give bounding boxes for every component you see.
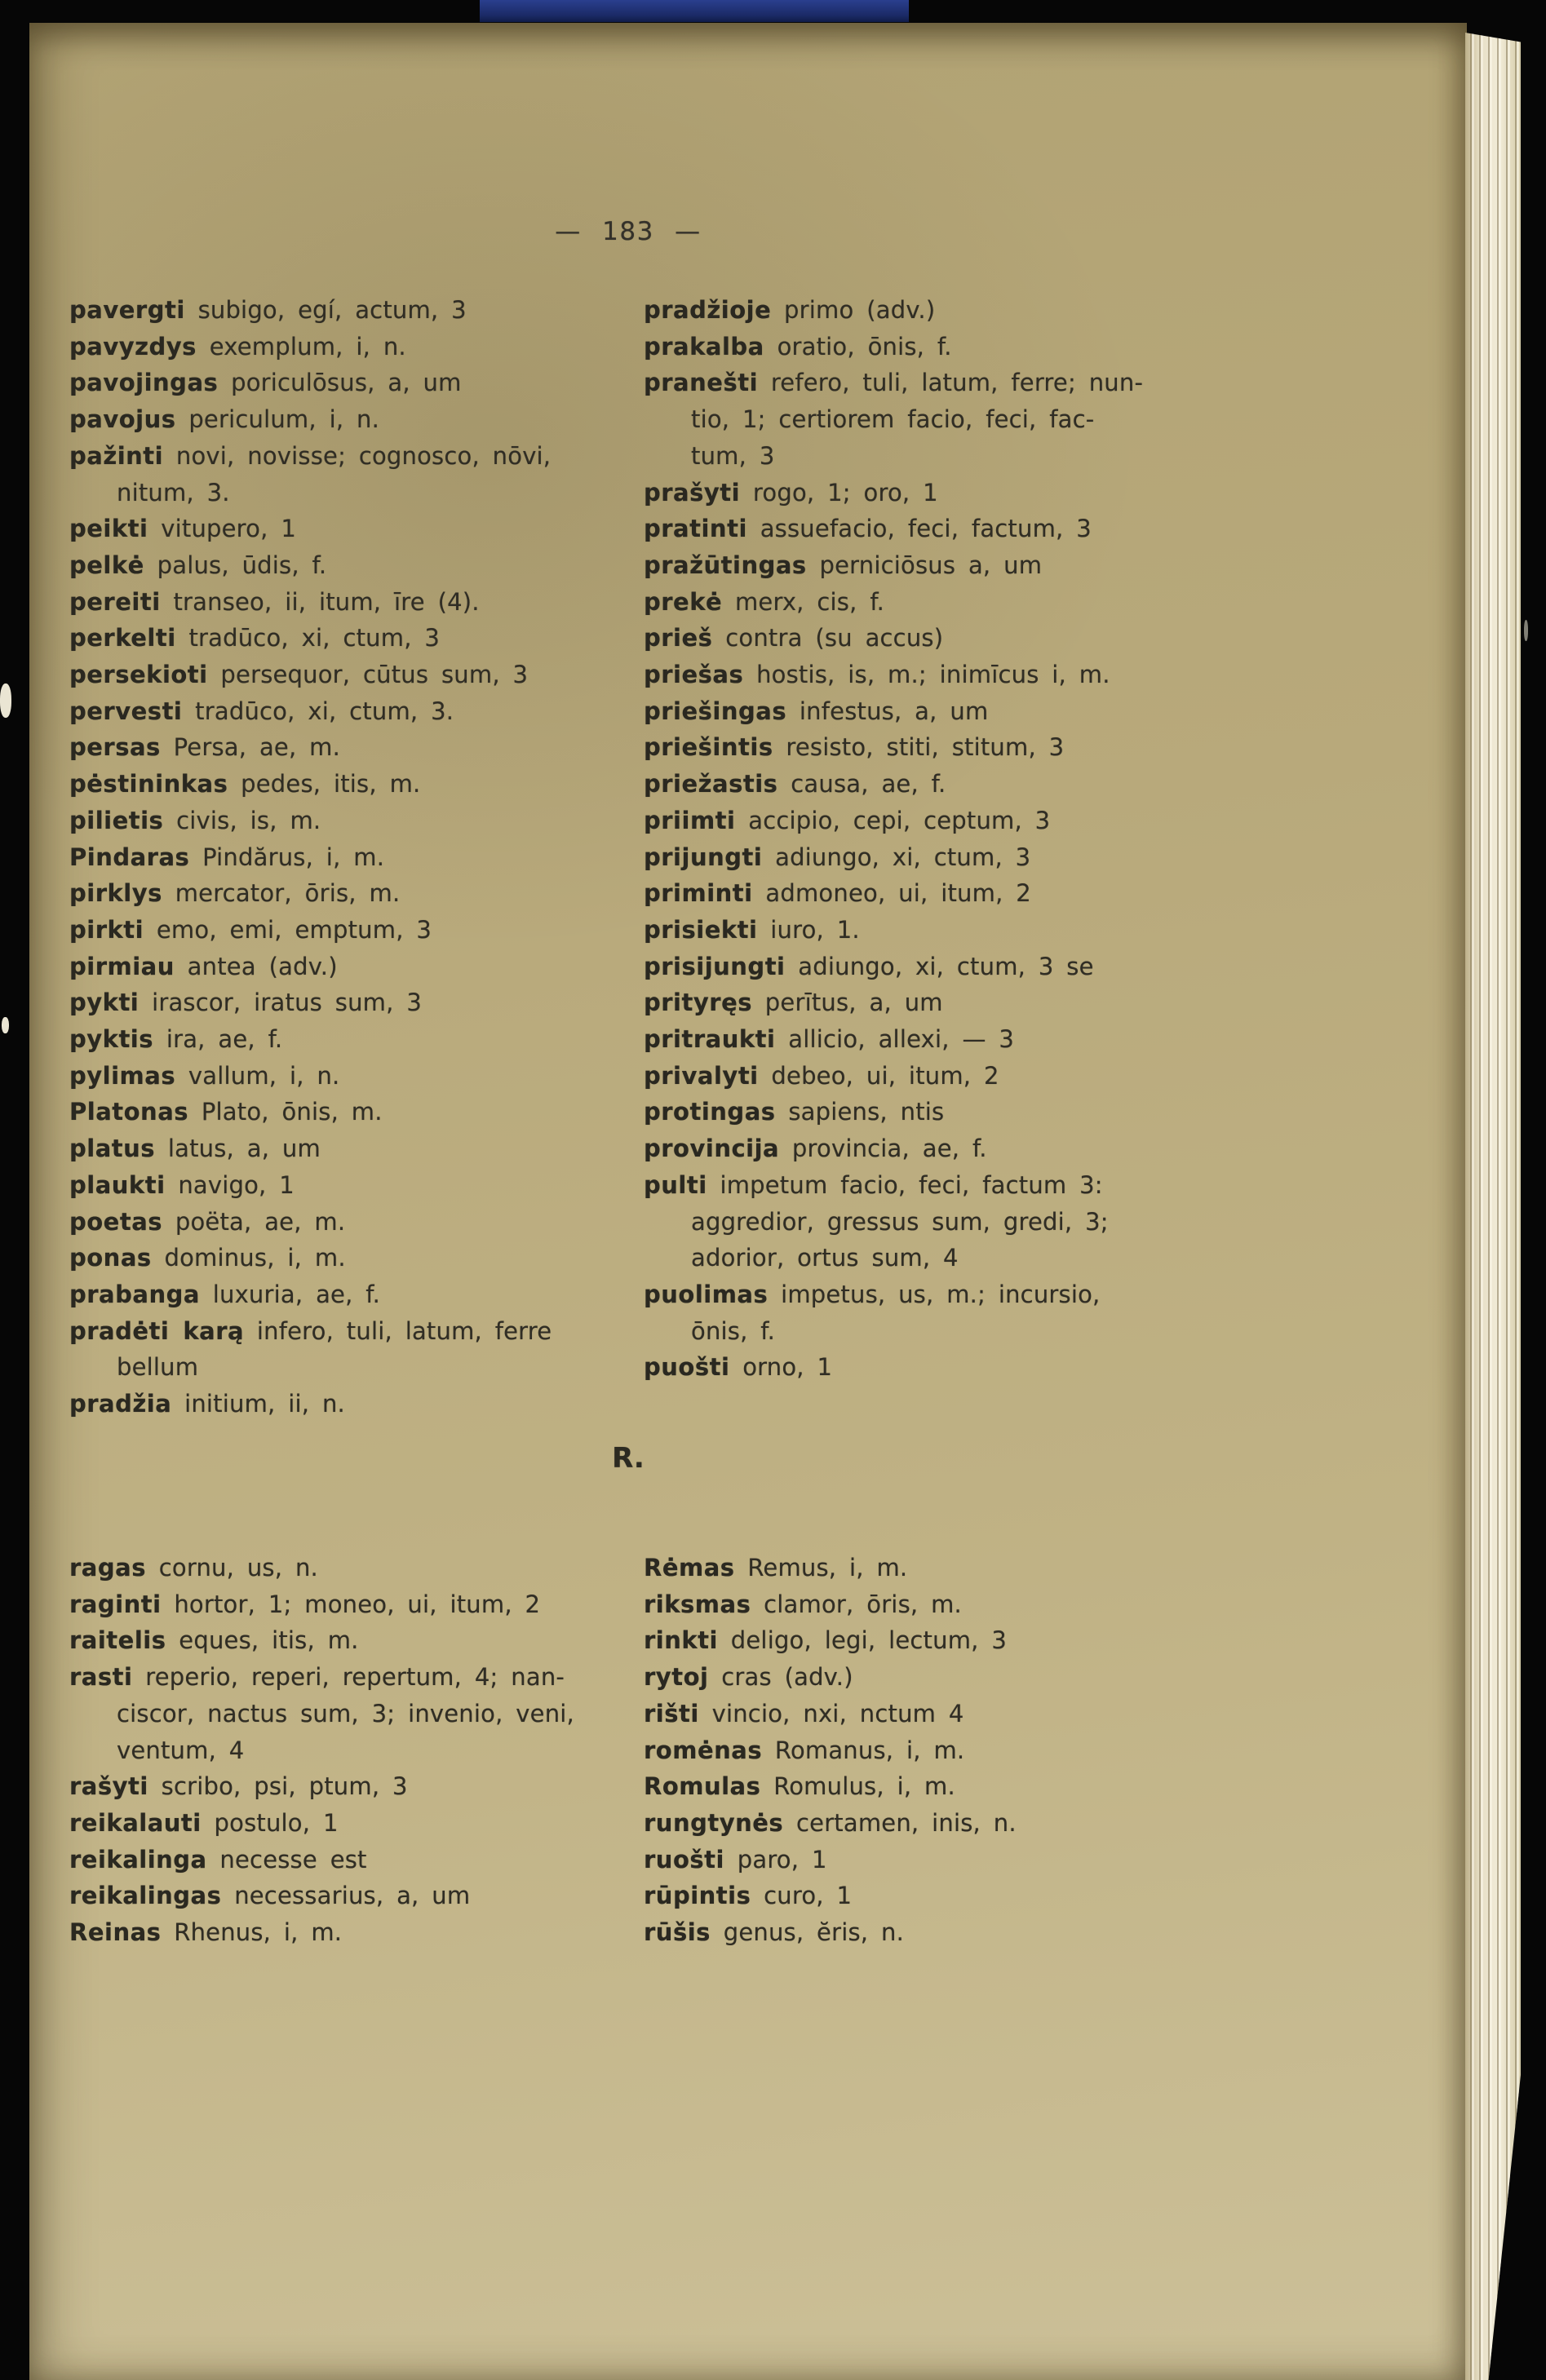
entry-headword: priimti <box>644 806 736 834</box>
entry-headword: pražūtingas <box>644 551 807 579</box>
entry-line: prijungti adiungo, xi, ctum, 3 <box>644 843 1031 871</box>
entry-line: rytoj cras (adv.) <box>644 1663 853 1692</box>
dictionary-entry <box>644 547 1192 584</box>
dictionary-entry <box>69 365 650 401</box>
dictionary-entry <box>69 693 650 730</box>
entry-headword: pritraukti <box>644 1025 776 1054</box>
dictionary-entry <box>69 1386 650 1422</box>
entry-line: pylimas vallum, i, n. <box>69 1061 340 1090</box>
entry-line: reikalinga necesse est <box>69 1845 367 1873</box>
dictionary-entry <box>644 1276 1192 1349</box>
entry-headword: priešingas <box>644 697 787 725</box>
entry-headword: platus <box>69 1135 156 1163</box>
entry-headword: rūpintis <box>644 1882 751 1910</box>
entry-headword: rytoj <box>644 1663 709 1692</box>
entry-headword: priežastis <box>644 770 778 798</box>
entry-headword: ragas <box>69 1554 146 1582</box>
entry-line: reikalauti postulo, 1 <box>69 1808 339 1837</box>
entry-headword: priešintis <box>644 733 773 762</box>
dictionary-entry <box>69 657 650 693</box>
entry-line: poetas poëta, ae, m. <box>69 1207 346 1236</box>
entry-line: rinkti deligo, legi, lectum, 3 <box>644 1626 1008 1655</box>
dictionary-column-top-left <box>69 292 650 1422</box>
entry-line: romėnas Romanus, i, m. <box>644 1736 965 1764</box>
dictionary-entry <box>644 1914 1192 1951</box>
dictionary-entry <box>644 584 1192 621</box>
entry-headword: rasti <box>69 1663 133 1692</box>
dictionary-entry <box>69 1768 650 1805</box>
entry-continuation-line: adorior, ortus sum, 4 <box>691 1244 959 1272</box>
section-header-letter-r: R. <box>612 1442 645 1475</box>
scan-artifact <box>0 683 11 718</box>
entry-line: puošti orno, 1 <box>644 1353 833 1382</box>
dictionary-entry <box>644 1058 1192 1095</box>
entry-line: ponas dominus, i, m. <box>69 1244 346 1272</box>
entry-headword: prisijungti <box>644 952 786 980</box>
dictionary-entry <box>69 438 650 511</box>
entry-line: pelkė palus, ūdis, f. <box>69 551 327 579</box>
dictionary-entry <box>69 1094 650 1130</box>
entry-line: provincija provincia, ae, f. <box>644 1135 987 1163</box>
entry-headword: Reinas <box>69 1918 162 1947</box>
dictionary-entry <box>69 1240 650 1276</box>
entry-line: pilietis civis, is, m. <box>69 806 321 834</box>
entry-headword: rinkti <box>644 1626 718 1655</box>
entry-headword: puolimas <box>644 1280 769 1308</box>
entry-line: pradžia initium, ii, n. <box>69 1390 345 1418</box>
dictionary-entry <box>69 839 650 876</box>
entry-continuation-line: ventum, 4 <box>117 1736 245 1764</box>
entry-line: pavyzdys exemplum, i, n. <box>69 332 406 361</box>
dictionary-entry <box>644 1349 1192 1386</box>
entry-line: pervesti tradūco, xi, ctum, 3. <box>69 697 454 725</box>
entry-line: riksmas clamor, ōris, m. <box>644 1590 962 1618</box>
entry-line: peikti vitupero, 1 <box>69 515 296 543</box>
entry-line: Pindaras Pindărus, i, m. <box>69 843 385 871</box>
dictionary-entry <box>644 949 1192 985</box>
dictionary-entry <box>644 1167 1192 1276</box>
dictionary-entry <box>644 1622 1192 1659</box>
entry-line: rūšis genus, ĕris, n. <box>644 1918 905 1947</box>
entry-line: Romulas Romulus, i, m. <box>644 1772 955 1801</box>
entry-headword: prieš <box>644 624 713 653</box>
entry-headword: rašyti <box>69 1772 148 1801</box>
entry-line: pranešti refero, tuli, latum, ferre; nun- <box>644 369 1144 397</box>
dictionary-entry <box>69 912 650 949</box>
entry-headword: privalyti <box>644 1061 759 1090</box>
entry-headword: pavojus <box>69 405 176 434</box>
dictionary-entry <box>69 1021 650 1058</box>
entry-line: prašyti rogo, 1; oro, 1 <box>644 478 938 507</box>
entry-line: prisijungti adiungo, xi, ctum, 3 se <box>644 952 1094 980</box>
dictionary-entry <box>644 1021 1192 1058</box>
entry-line: rūpintis curo, 1 <box>644 1882 853 1910</box>
entry-line: rungtynės certamen, inis, n. <box>644 1808 1017 1837</box>
entry-headword: rungtynės <box>644 1808 784 1837</box>
dictionary-entry <box>69 329 650 365</box>
entry-headword: pratinti <box>644 515 747 543</box>
entry-headword: ponas <box>69 1244 152 1272</box>
dictionary-entry <box>644 1696 1192 1732</box>
dictionary-entry <box>69 1878 650 1914</box>
page-edge-stack <box>1465 33 1521 2380</box>
entry-headword: persekioti <box>69 661 208 689</box>
entry-line: ragas cornu, us, n. <box>69 1554 318 1582</box>
entry-line: priimti accipio, cepi, ceptum, 3 <box>644 806 1051 834</box>
entry-continuation-line: ciscor, nactus sum, 3; invenio, veni, <box>117 1699 574 1727</box>
dictionary-entry <box>644 1659 1192 1696</box>
entry-line: pykti irascor, iratus sum, 3 <box>69 989 422 1017</box>
dictionary-entry <box>644 292 1192 329</box>
entry-headword: protingas <box>644 1098 776 1126</box>
entry-headword: pranešti <box>644 369 759 397</box>
entry-line: platus latus, a, um <box>69 1135 321 1163</box>
entry-line: priešas hostis, is, m.; inimīcus i, m. <box>644 661 1110 689</box>
entry-continuation-line: tum, 3 <box>691 441 775 470</box>
scan-background-blue-strip <box>480 0 909 22</box>
entry-line: pereiti transeo, ii, itum, īre (4). <box>69 587 480 616</box>
dictionary-entry <box>644 365 1192 474</box>
entry-headword: raginti <box>69 1590 162 1618</box>
book-page <box>29 23 1467 2380</box>
entry-line: Rėmas Remus, i, m. <box>644 1554 908 1582</box>
entry-line: pirklys mercator, ōris, m. <box>69 879 401 908</box>
dictionary-entry <box>644 1878 1192 1914</box>
dictionary-entry <box>644 875 1192 912</box>
entry-headword: Platonas <box>69 1098 189 1126</box>
entry-headword: prekė <box>644 587 723 616</box>
dictionary-entry <box>69 1313 650 1386</box>
entry-line: pradžioje primo (adv.) <box>644 296 936 324</box>
entry-continuation-line: ōnis, f. <box>691 1316 776 1345</box>
dictionary-entry <box>644 839 1192 876</box>
dictionary-entry <box>644 620 1192 657</box>
dictionary-entry <box>69 511 650 547</box>
entry-continuation-line: tio, 1; certiorem facio, feci, fac- <box>691 405 1095 434</box>
entry-line: ruošti paro, 1 <box>644 1845 827 1873</box>
entry-headword: priminti <box>644 879 753 908</box>
dictionary-entry <box>644 1842 1192 1878</box>
dictionary-entry <box>69 1659 650 1768</box>
dictionary-column-bottom-right <box>644 1550 1192 1951</box>
dictionary-entry <box>69 803 650 839</box>
dictionary-entry <box>69 401 650 438</box>
entry-headword: peikti <box>69 515 148 543</box>
entry-headword: ruošti <box>644 1845 724 1873</box>
entry-headword: pradžia <box>69 1390 172 1418</box>
entry-line: priminti admoneo, ui, itum, 2 <box>644 879 1031 908</box>
dictionary-entry <box>69 1586 650 1623</box>
dictionary-entry <box>644 912 1192 949</box>
entry-headword: prityręs <box>644 989 752 1017</box>
entry-line: puolimas impetus, us, m.; incursio, <box>644 1280 1101 1308</box>
dictionary-entry <box>69 1914 650 1951</box>
entry-headword: prijungti <box>644 843 763 871</box>
entry-headword: pereiti <box>69 587 161 616</box>
dictionary-entry <box>69 729 650 766</box>
dictionary-entry <box>69 1622 650 1659</box>
entry-headword: pažinti <box>69 441 164 470</box>
dictionary-entry <box>644 803 1192 839</box>
dictionary-entry <box>644 1586 1192 1623</box>
entry-line: pražūtingas perniciōsus a, um <box>644 551 1043 579</box>
entry-headword: romėnas <box>644 1736 763 1764</box>
entry-headword: prašyti <box>644 478 741 507</box>
dictionary-entry <box>69 1842 650 1878</box>
entry-line: pulti impetum facio, feci, factum 3: <box>644 1170 1103 1199</box>
dictionary-column-top-right <box>644 292 1192 1386</box>
entry-line: prityręs perītus, a, um <box>644 989 943 1017</box>
dictionary-entry <box>69 875 650 912</box>
entry-line: pavergti subigo, egí, actum, 3 <box>69 296 467 324</box>
dictionary-entry <box>644 329 1192 365</box>
entry-line: prabanga luxuria, ae, f. <box>69 1280 381 1308</box>
entry-continuation-line: bellum <box>117 1353 199 1382</box>
entry-line: pirkti emo, emi, emptum, 3 <box>69 915 432 944</box>
dictionary-entry <box>69 620 650 657</box>
entry-line: prisiekti iuro, 1. <box>644 915 860 944</box>
dictionary-entry <box>69 766 650 803</box>
entry-line: privalyti debeo, ui, itum, 2 <box>644 1061 999 1090</box>
entry-headword: Pindaras <box>69 843 190 871</box>
dictionary-entry <box>69 1167 650 1204</box>
entry-line: Platonas Plato, ōnis, m. <box>69 1098 383 1126</box>
entry-headword: rūšis <box>644 1918 711 1947</box>
entry-headword: rišti <box>644 1699 699 1727</box>
dictionary-entry <box>644 693 1192 730</box>
entry-headword: pykti <box>69 989 140 1017</box>
entry-line: pėstininkas pedes, itis, m. <box>69 770 421 798</box>
dictionary-entry <box>69 547 650 584</box>
dictionary-entry <box>69 584 650 621</box>
entry-headword: pylimas <box>69 1061 176 1090</box>
entry-headword: prakalba <box>644 332 764 361</box>
dictionary-entry <box>69 1130 650 1167</box>
entry-headword: Rėmas <box>644 1554 735 1582</box>
dictionary-entry <box>644 1094 1192 1130</box>
entry-line: raitelis eques, itis, m. <box>69 1626 359 1655</box>
entry-line: pavojingas poriculōsus, a, um <box>69 369 462 397</box>
dictionary-column-bottom-left <box>69 1550 650 1951</box>
entry-headword: pradėti karą <box>69 1316 245 1345</box>
entry-line: persekioti persequor, cūtus sum, 3 <box>69 661 529 689</box>
entry-headword: pirmiau <box>69 952 175 980</box>
dictionary-entry <box>644 729 1192 766</box>
entry-headword: puošti <box>644 1353 730 1382</box>
entry-line: pirmiau antea (adv.) <box>69 952 338 980</box>
entry-line: priešingas infestus, a, um <box>644 697 989 725</box>
entry-headword: prabanga <box>69 1280 200 1308</box>
entry-line: protingas sapiens, ntis <box>644 1098 945 1126</box>
dictionary-entry <box>644 1550 1192 1586</box>
entry-line: pažinti novi, novisse; cognosco, nōvi, <box>69 441 552 470</box>
entry-line: prekė merx, cis, f. <box>644 587 885 616</box>
dictionary-entry <box>644 475 1192 511</box>
entry-line: prieš contra (su accus) <box>644 624 944 653</box>
entry-headword: poetas <box>69 1207 163 1236</box>
entry-headword: pulti <box>644 1170 707 1199</box>
dictionary-entry <box>644 1768 1192 1805</box>
entry-line: raginti hortor, 1; moneo, ui, itum, 2 <box>69 1590 541 1618</box>
entry-headword: pyktis <box>69 1025 154 1054</box>
entry-line: rišti vincio, nxi, nctum 4 <box>644 1699 964 1727</box>
dictionary-entry <box>644 1130 1192 1167</box>
dictionary-entry <box>644 657 1192 693</box>
entry-headword: reikalingas <box>69 1882 222 1910</box>
entry-headword: pavergti <box>69 296 185 324</box>
entry-headword: prisiekti <box>644 915 758 944</box>
dictionary-entry <box>69 1204 650 1241</box>
entry-line: plaukti navigo, 1 <box>69 1170 295 1199</box>
page-number: — 183 — <box>555 217 702 246</box>
dictionary-entry <box>644 1805 1192 1842</box>
entry-line: rašyti scribo, psi, ptum, 3 <box>69 1772 408 1801</box>
entry-headword: provincija <box>644 1135 780 1163</box>
entry-continuation-line: nitum, 3. <box>117 478 230 507</box>
entry-line: reikalingas necessarius, a, um <box>69 1882 471 1910</box>
entry-line: priežastis causa, ae, f. <box>644 770 946 798</box>
entry-headword: raitelis <box>69 1626 166 1655</box>
entry-headword: Romulas <box>644 1772 761 1801</box>
entry-headword: priešas <box>644 661 744 689</box>
entry-line: pavojus periculum, i, n. <box>69 405 380 434</box>
entry-headword: pradžioje <box>644 296 772 324</box>
entry-headword: pelkė <box>69 551 144 579</box>
entry-continuation-line: aggredior, gressus sum, gredi, 3; <box>691 1207 1109 1236</box>
entry-headword: pavyzdys <box>69 332 197 361</box>
entry-headword: pėstininkas <box>69 770 228 798</box>
entry-headword: persas <box>69 733 161 762</box>
dictionary-entry <box>644 511 1192 547</box>
dictionary-entry <box>644 984 1192 1021</box>
entry-headword: pirklys <box>69 879 162 908</box>
entry-line: perkelti tradūco, xi, ctum, 3 <box>69 624 441 653</box>
dictionary-entry <box>644 766 1192 803</box>
entry-headword: plaukti <box>69 1170 166 1199</box>
entry-line: priešintis resisto, stiti, stitum, 3 <box>644 733 1065 762</box>
entry-headword: pervesti <box>69 697 183 725</box>
entry-line: pyktis ira, ae, f. <box>69 1025 283 1054</box>
entry-line: rasti reperio, reperi, repertum, 4; nan- <box>69 1663 565 1692</box>
dictionary-entry <box>69 1058 650 1095</box>
dictionary-entry <box>69 292 650 329</box>
entry-line: Reinas Rhenus, i, m. <box>69 1918 343 1947</box>
dictionary-entry <box>69 949 650 985</box>
entry-headword: pilietis <box>69 806 164 834</box>
entry-headword: reikalinga <box>69 1845 207 1873</box>
entry-line: persas Persa, ae, m. <box>69 733 341 762</box>
dictionary-entry <box>69 984 650 1021</box>
dictionary-entry <box>69 1805 650 1842</box>
entry-headword: pirkti <box>69 915 144 944</box>
entry-headword: reikalauti <box>69 1808 202 1837</box>
dictionary-entry <box>644 1732 1192 1769</box>
entry-line: pritraukti allicio, allexi, — 3 <box>644 1025 1015 1054</box>
dictionary-entry <box>69 1550 650 1586</box>
scan-artifact <box>1524 620 1528 641</box>
entry-line: pradėti karą infero, tuli, latum, ferre <box>69 1316 552 1345</box>
scan-artifact <box>2 1017 9 1033</box>
dictionary-entry <box>69 1276 650 1313</box>
entry-headword: riksmas <box>644 1590 751 1618</box>
entry-line: pratinti assuefacio, feci, factum, 3 <box>644 515 1092 543</box>
entry-headword: pavojingas <box>69 369 219 397</box>
entry-line: prakalba oratio, ōnis, f. <box>644 332 952 361</box>
entry-headword: perkelti <box>69 624 176 653</box>
